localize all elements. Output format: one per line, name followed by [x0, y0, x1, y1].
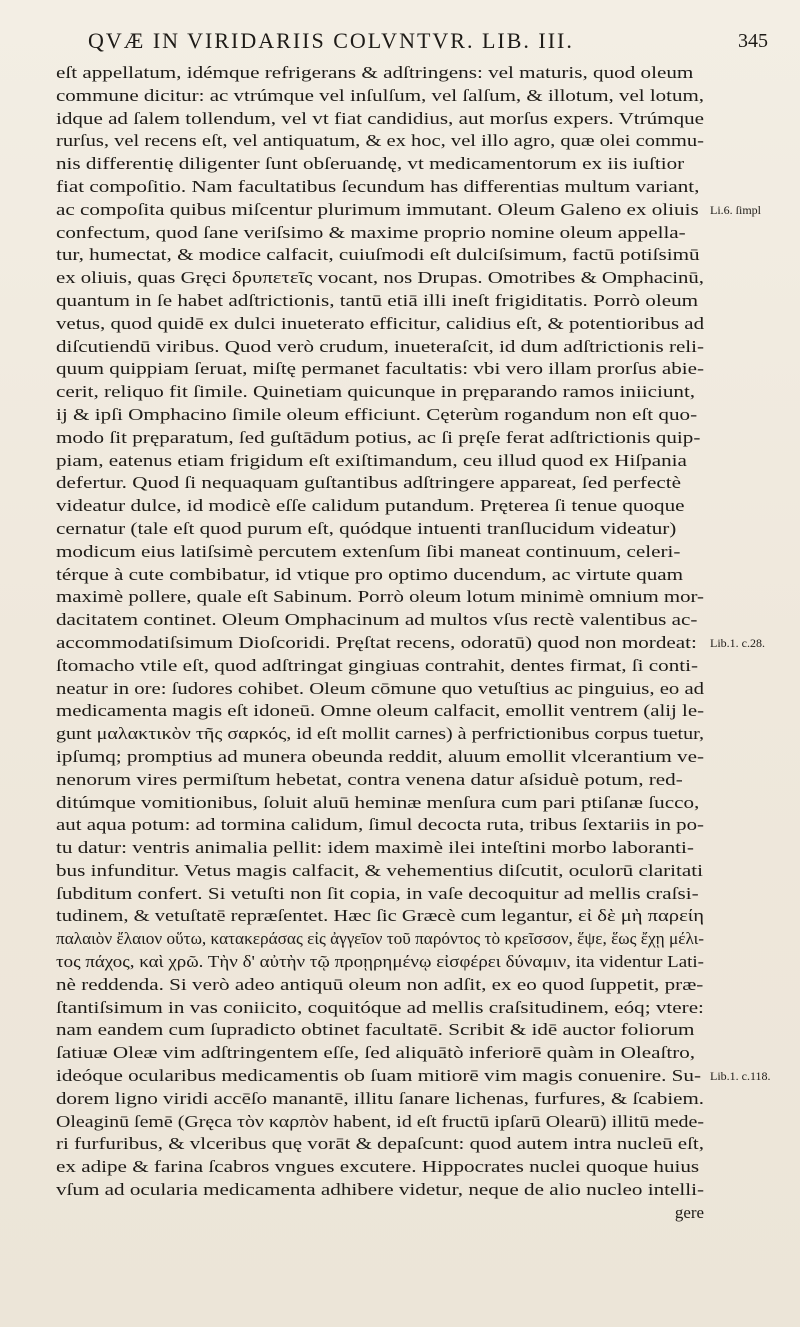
text-line: gunt μαλακτικὸν τῆς σαρκός, id eſt mollit carnes) à perfrictionibus corpus tuetur, [56, 724, 704, 744]
text-line: ideóque ocularibus medicamentis ob ſuam mitiorē vim magis conuenire. Su- [56, 1066, 701, 1086]
text-line: nis differentię diligenter ſunt obſeruandę, vt medicamentorum ex iis iuſtior [56, 154, 685, 174]
text-line: vſum ad ocularia medicamenta adhibere videtur, neque de alio nucleo intelli- [56, 1180, 704, 1200]
text-line: ri furfuribus, & vlceribus quę vorāt & depaſcunt: quod autem intra nucleū eſt, [56, 1134, 704, 1154]
text-line: diſcutiendū viribus. Quod verò crudum, inueteraſcit, id dum adſtrictionis reli- [56, 336, 704, 356]
page-number: 345 [738, 30, 768, 52]
text-line: confectum, quod ſane veriſsimo & maxime proprio nomine oleum appella- [56, 222, 686, 242]
margin-note: Lib.1. c.28. [710, 636, 765, 650]
text-line: neatur in ore: ſudores cohibet. Oleum cōmune quo vetuſtius ac pinguius, eo ad [56, 678, 704, 698]
text-line: ipſumq; promptius ad munera obeunda reddit, aluum emollit vlcerantium ve- [56, 746, 704, 766]
text-line: eſt appellatum, idémque refrigerans & adſtringens: vel maturis, quod oleum [56, 63, 694, 82]
text-line: ſtomacho vtile eſt, quod adſtringat gingiuas contrahit, dentes firmat, ſi conti- [56, 655, 699, 675]
text-line: commune dicitur: ac vtrúmque vel inſulſum, vel ſalſum, & illotum, vel lotum, [56, 85, 704, 105]
text-line: Oleaginū ſemē (Gręca τὸν καρπὸν habent, id eſt fructū ipſarū Olearū) illitū mede- [56, 1111, 704, 1131]
text-line: térque à cute combibatur, id vtique pro optimo ducendum, ac virtute quam [56, 564, 684, 584]
text-line: ex oliuis, quas Gręci δρυπετεῖς vocant, nos Drupas. Omotribes & Omphacinū, [56, 268, 704, 288]
text-line: accommodatiſsimum Dioſcoridi. Pręſtat recens, odoratū) quod non mordeat: [56, 632, 697, 652]
text-line: gere [674, 1202, 704, 1222]
text-line: bus infunditur. Vetus magis calfacit, & vehementius diſcutit, oculorū claritati [56, 860, 703, 880]
text-line: modo ſit pręparatum, ſed guſtādum potius, ac ſi pręſe ferat adſtrictionis quip- [56, 427, 701, 447]
text-line: ſatiuæ Oleæ vim adſtringentem eſſe, ſed aliquātò inferiorē quàm in Oleaſtro, [56, 1043, 696, 1063]
text-line: ditúmque vomitionibus, ſoluit aluū heminæ menſura cum pari ptiſanæ ſucco, [56, 792, 700, 812]
text-line: medicamenta magis eſt idoneū. Omne oleum calfacit, emollit ventrem (alij le- [56, 701, 704, 721]
text-line: tur, humectat, & modice calfacit, cuiuſmodi eſt dulciſsimum, factū potiſsimū [56, 245, 700, 265]
text-line: ſubditum confert. Si vetuſti non ſit copia, in vaſe decoquitur ad mellis craſsi- [56, 883, 699, 903]
margin-note: Lib.1. c.118. [710, 1069, 771, 1084]
text-line: vetus, quod quidē ex dulci inueterato efficitur, calidius eſt, & potentioribus ad [56, 313, 704, 333]
text-line: cernatur (tale eſt quod purum eſt, quódque intuenti tranſlucidum videatur) [56, 518, 677, 538]
text-line: nè reddenda. Si verò adeo antiquū oleum non adſit, ex eo quod ſuppetit, præ- [56, 974, 704, 994]
text-line: rurſus, vel recens eſt, vel antiquatum, & ex hoc, vel illo agro, quæ olei commu- [56, 131, 704, 151]
text-line: idque ad ſalem tollendum, vel vt fiat candidius, aut morſus expers. Vtrúmque [56, 108, 704, 128]
text-line: aut aqua potum: ad tormina calidum, ſimul decocta ruta, tribus ſextariis in po- [56, 815, 704, 835]
text-line: ac compoſita quibus miſcentur plurimum immutant. Oleum Galeno ex oliuis [56, 199, 699, 219]
text-line: cerit, reliquo fit ſimile. Quinetiam quicunque in pręparando ramos iniiciunt, [56, 382, 696, 402]
text-line: tu datur: ventris animalia pellit: idem maximè ilei inteſtini morbo laboranti- [56, 838, 694, 858]
text-line: ij & ipſi Omphacino ſimile oleum efficiunt. Cęterùm rogandum non eſt quo- [56, 404, 698, 424]
text-line: defertur. Quod ſi nequaquam guſtantibus adſtringere appareat, ſed perfectè [56, 473, 681, 493]
text-line: piam, eatenus etiam frigidum eſt exiſtimandum, ceu illud quod ex Hiſpania [56, 450, 687, 470]
text-line: dacitatem continet. Oleum Omphacinum ad multos vſus rectè valentibus ac- [56, 610, 698, 630]
text-line: quum quippiam ſeruat, miſtę permanet facultatis: vbi vero illam prorſus abie- [56, 359, 704, 379]
text-line: ex adipe & farina ſcabros vngues excutere. Hippocrates nuclei quoque huius [56, 1157, 700, 1177]
text-line: modicum eius latiſsimè percutem extenſum ſibi maneat continuum, celeri- [56, 541, 681, 561]
text-line: maximè pollere, quale eſt Sabinum. Porrò oleum lotum minimè omnium mor- [56, 587, 704, 607]
text-line: videatur dulce, id modicè eſſe calidum putandum. Pręterea ſi tenue quoque [56, 496, 685, 516]
text-line: παλαιὸν ἔλαιον οὕτω, κατακεράσας εἰς ἀγγεῖον τοῦ παρόντος τὸ κρεῖσσον, ἕψε, ἕως ἔχῃ μέλι- [56, 929, 704, 949]
text-line: dorem ligno viridi accēſo manantē, illitu ſanare lichenas, furfures, & ſcabiem. [56, 1088, 704, 1108]
text-line: fiat compoſitio. Nam facultatibus ſecundum has differentias multum variant, [56, 176, 700, 196]
text-line: nam eandem cum ſupradicto obtinet facultatē. Scribit & idē auctor foliorum [56, 1020, 695, 1040]
running-title: QVÆ IN VIRIDARIIS COLVNTVR. LIB. III. [88, 28, 574, 53]
text-line: ſtantiſsimum in vas coniicito, coquitóque ad mellis craſsitudinem, eóq; vtere: [56, 997, 704, 1017]
text-line: τος πάχος, καὶ χρῶ. Τὴν δ' αὐτὴν τῷ προῃρημένῳ εἰσφέρει δύναμιν, ita videntur Lati- [56, 952, 704, 972]
text-line: nenorum vires permiſtum hebetat, contra venena datur aſsiduè potum, red- [56, 769, 683, 789]
body-text [56, 62, 704, 1225]
margin-note: Li.6. ſimpl [710, 202, 761, 217]
text-line: tudinem, & vetuſtatē repræſentet. Hæc ſic Græcè cum legantur, εἰ δὲ μὴ παρείη [56, 906, 704, 926]
text-line: quantum in ſe habet adſtrictionis, tantū etiā illi ineſt frigiditatis. Porrò oleum [56, 290, 699, 310]
